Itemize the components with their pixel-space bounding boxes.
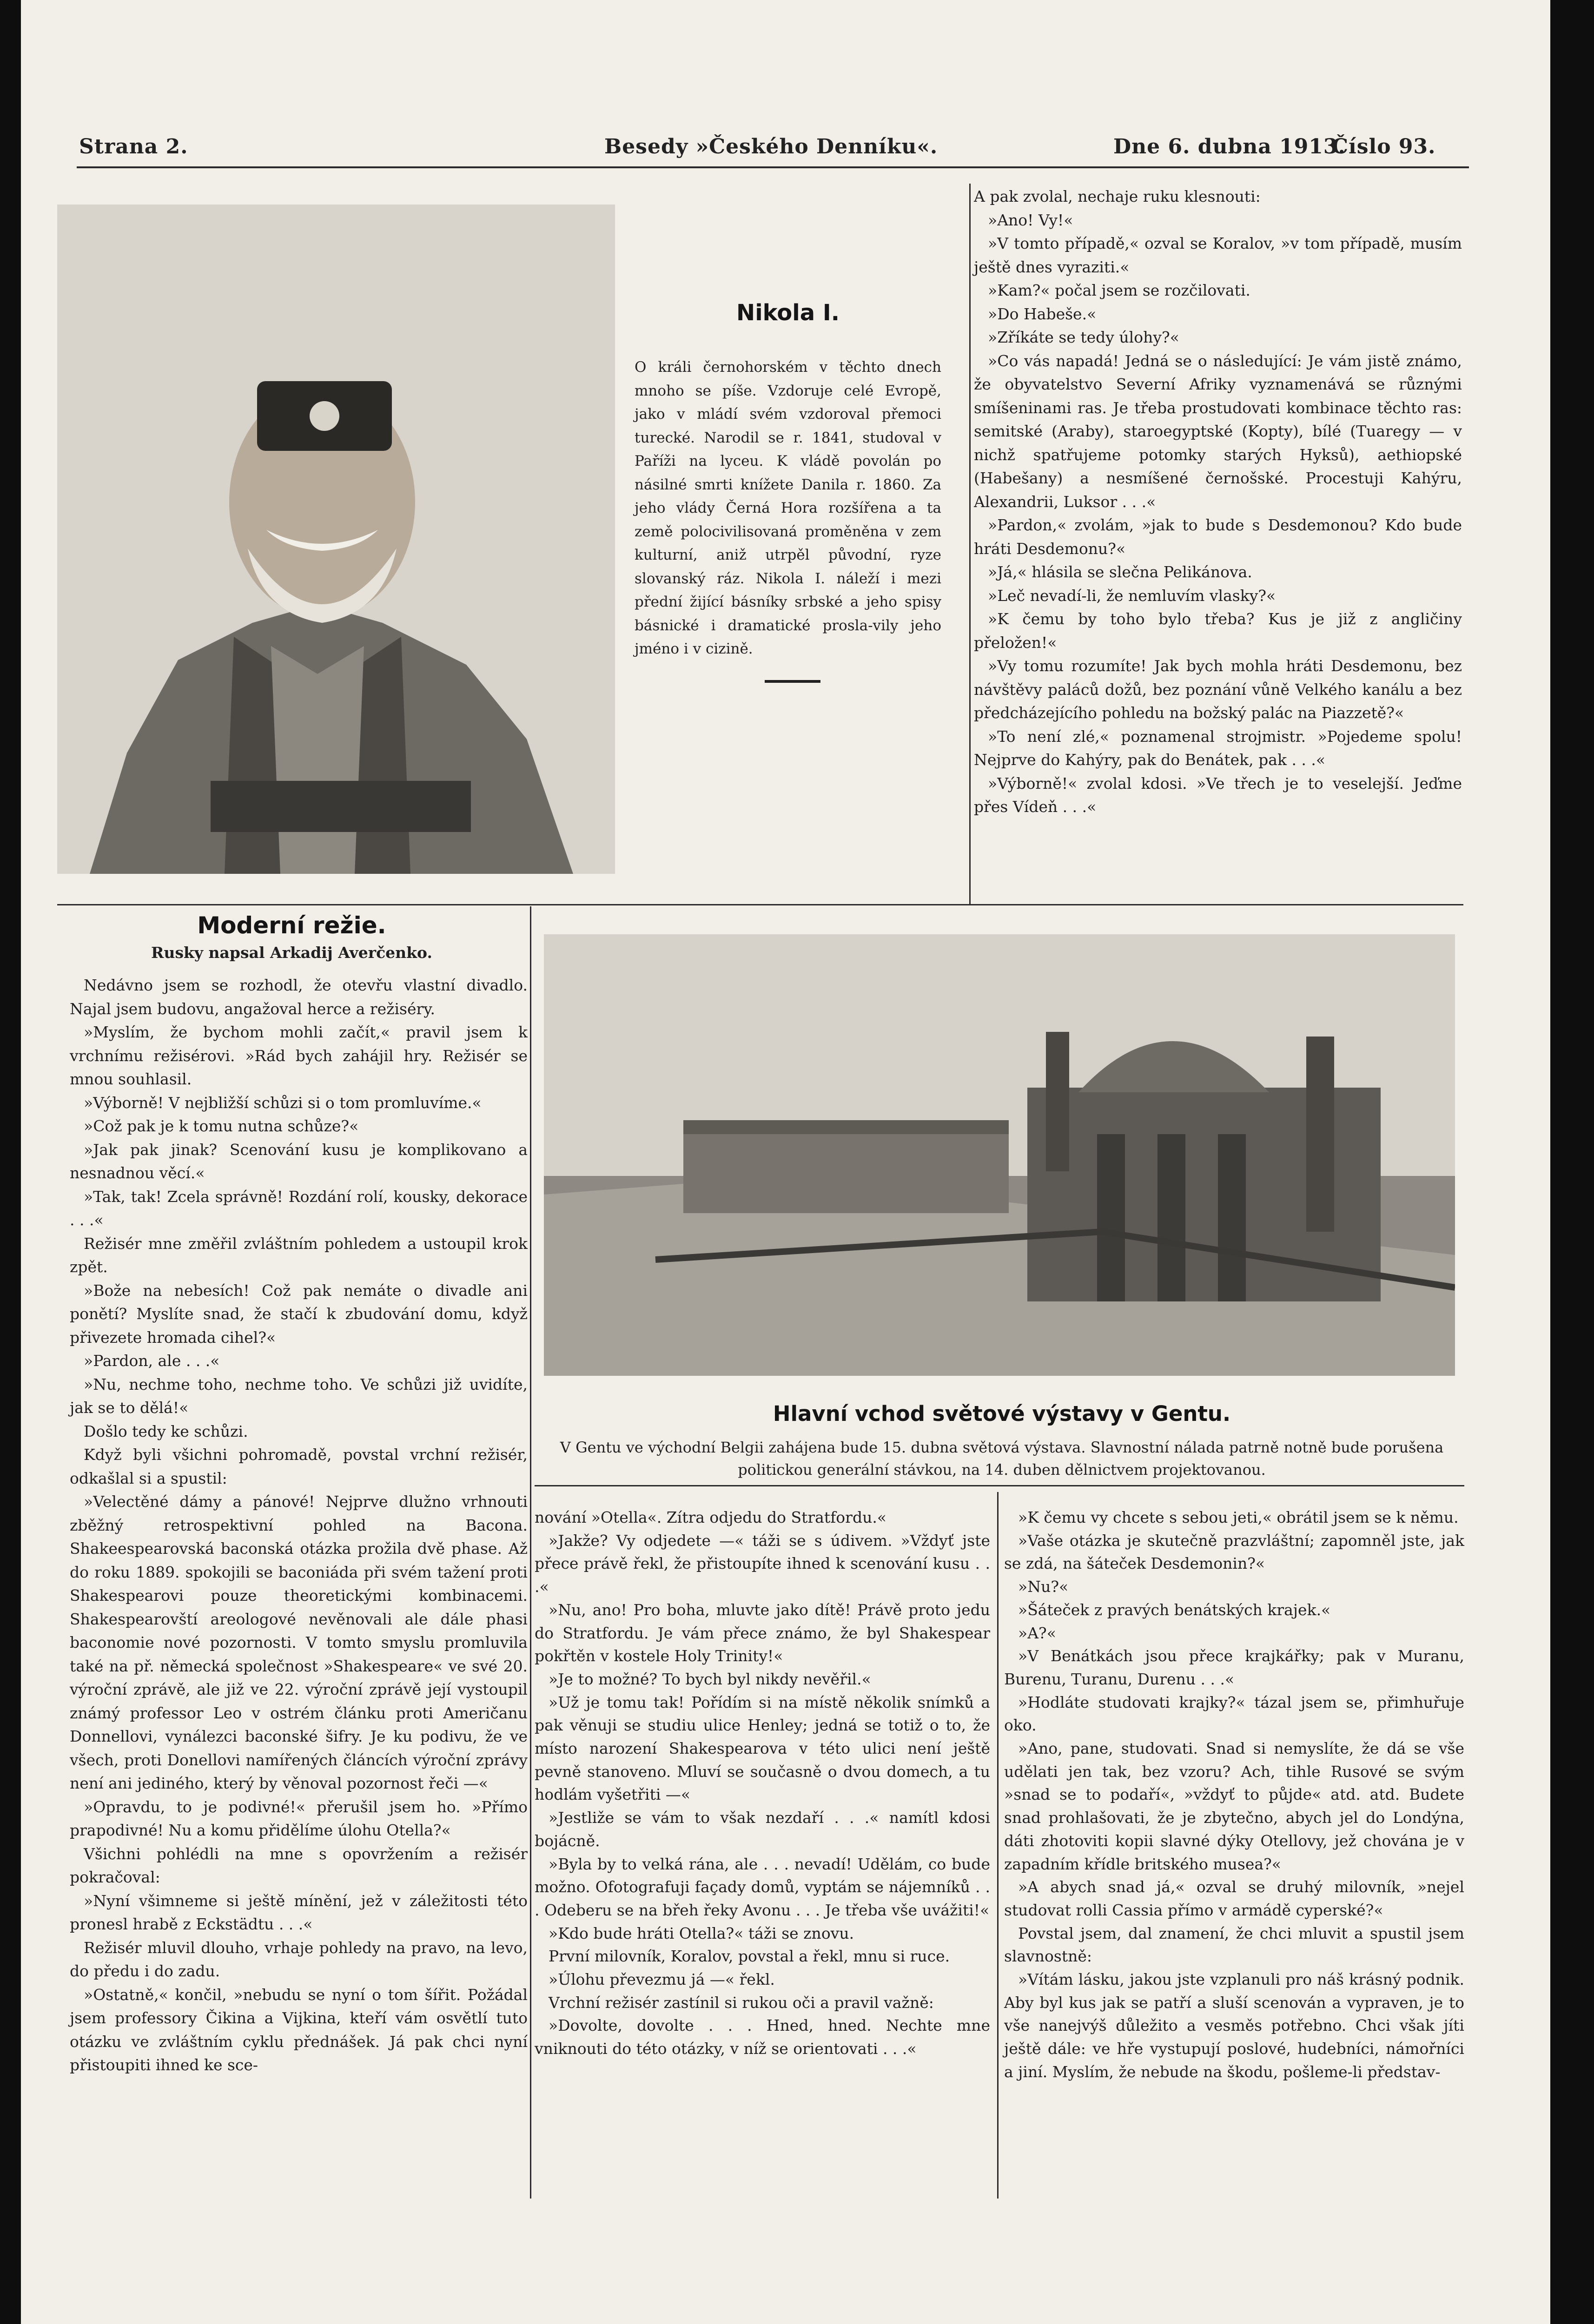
- gent-caption: V Gentu ve východní Belgii zahájena bude 15. dubna světová výstava. Slavnostní nálada patrně notně bude porušena politickou generální stávkou, na 14. duben dělnictvem projektovanou.: [560, 1439, 1444, 1479]
- section-rule: [535, 1485, 1464, 1486]
- paragraph: »Nu?«: [1018, 1578, 1069, 1596]
- nikola-text: O králi černohorském v těchto dnech mnoho se píše. Vzdoruje celé Evropě, jako v mládí svém vzdoroval přemoci turecké. Narodil se r. 1841, studoval v Paříži na lyceu. K vládě povolán po násilné smrti knížete Danila r. 1860. Za jeho vlády Černá Hora rozšířena a ta země polocivilisovaná proměněna v zem kulturní, aniž utrpěl původní, ryze slovanský ráz. Nikola I. náleží i mezi přední žijící básníky srbské a jeho spisy básnické i dramatické prosla-vily jeho jméno i v cizině.: [635, 359, 941, 657]
- exhibition-building-photo-icon: [544, 934, 1455, 1376]
- newspaper-page: [21, 0, 1550, 2324]
- issue-number: Číslo 93.: [1332, 135, 1436, 158]
- gent-title: Hlavní vchod světové výstavy v Gentu.: [773, 1401, 1231, 1426]
- paragraph: »Vy tomu rozumíte! Jak bych mohla hráti Desdemonu, bez návštěvy paláců dožů, bez poznání vůně Velkého kanálu a bez předcházejícího pohledu na božský palác na Piazzetě?«: [974, 657, 1462, 722]
- bottom-middle-column: [535, 1506, 990, 2060]
- paragraph: »Opravdu, to je podivné!« přerušil jsem ho. »Přímo prapodivné! Nu a komu přidělíme úlohu Otella?«: [70, 1797, 528, 1839]
- paragraph: »Vítám lásku, jakou jste vzplanuli pro náš krásný podnik. Aby byl kus jak se patří a sluší scenován a vypraven, je to vše nanejvýš důležito a vesměs potřebno. Chci však jíti ještě dále: ve hře vystupují poslové, hudebníci, námořníci a jiní. Myslím, že nebude na škodu, pošleme-li představ-: [1004, 1970, 1464, 2081]
- top-right-column: [974, 185, 1462, 819]
- paragraph: Režisér mne změřil zvláštním pohledem a ustoupil krok zpět.: [70, 1234, 528, 1276]
- header-rule: [77, 166, 1469, 168]
- paragraph: »Šáteček z pravých benátských krajek.«: [1018, 1600, 1331, 1619]
- paragraph: »Co vás napadá! Jedná se o následující: Je vám jistě známo, že obyvatelstvo Severní Afriky vyznamenává se různými smíšeninami ras. Je třeba prostudovati kombinace těchto ras: semitské (Araby), staroegyptské (Kopty), bílé (Tuaregy — v nichž spatřujeme potomky starých Hyksů), aethiopské (Habešany) a nesmíšené černošské. Procestuji Kahýru, Alexandrii, Luksor . . .«: [974, 351, 1462, 511]
- issue-date: Dne 6. dubna 1913.: [1113, 135, 1346, 158]
- paragraph: A pak zvolal, nechaje ruku klesnouti:: [974, 187, 1261, 205]
- modern-title: Moderní režie.: [197, 912, 386, 939]
- paragraph: »Pardon,« zvolám, »jak to bude s Desdemonou? Kdo bude hráti Desdemonu?«: [974, 516, 1462, 558]
- page-number: Strana 2.: [79, 135, 188, 158]
- paragraph: Došlo tedy ke schůzi.: [84, 1422, 248, 1440]
- paragraph: »A?«: [1018, 1624, 1056, 1642]
- paragraph: Když byli všichni pohromadě, povstal vrchní režisér, odkašlal si a spustil:: [70, 1446, 528, 1487]
- paragraph: »Já,« hlásila se slečna Pelikánova.: [988, 563, 1252, 581]
- paragraph: »Vaše otázka je skutečně prazvláštní; zapomněl jste, jak se zdá, na šáteček Desdemonin?«: [1004, 1531, 1464, 1573]
- masthead-title: Besedy »Českého Denníku«.: [604, 135, 938, 158]
- paragraph: »Jestliže se vám to však nezdaří . . .« namítl kdosi bojácně.: [535, 1809, 990, 1850]
- section-rule: [57, 904, 1463, 905]
- paragraph: »Což pak je k tomu nutna schůze?«: [84, 1117, 359, 1135]
- paragraph: Povstal jsem, dal znamení, že chci mluvit a spustil jsem slavnostně:: [1004, 1924, 1464, 1966]
- paragraph: »Bože na nebesích! Což pak nemáte o divadle ani ponětí? Myslíte snad, že stačí k zbudování domu, když přivezete hromada cihel?«: [70, 1281, 528, 1347]
- portrait-photo-icon: [57, 205, 615, 874]
- gent-photo: [544, 934, 1455, 1376]
- paragraph: »Nu, ano! Pro boha, mluvte jako dítě! Právě proto jedu do Stratfordu. Je vám přece známo, že byl Shakespear pokřtěn v kostele Holy Trinity!«: [535, 1600, 990, 1665]
- nikola-portrait: [57, 205, 615, 874]
- paragraph: První milovník, Koralov, povstal a řekl, mnu si ruce.: [549, 1947, 950, 1966]
- paragraph: »Jak pak jinak? Scenování kusu je komplikovano a nesnadnou věcí.«: [70, 1140, 528, 1182]
- paragraph: »Kdo bude hráti Otella?« táži se znovu.: [549, 1924, 854, 1942]
- paragraph: »V Benátkách jsou přece krajkářky; pak v Muranu, Burenu, Turanu, Durenu . . .«: [1004, 1647, 1464, 1688]
- paragraph: »Do Habeše.«: [988, 304, 1097, 323]
- column-rule: [969, 184, 971, 904]
- column-rule: [530, 906, 531, 2199]
- nikola-title: Nikola I.: [736, 300, 840, 326]
- paragraph: »Pardon, ale . . .«: [84, 1352, 220, 1370]
- paragraph: nování »Otella«. Zítra odjedu do Stratfordu.«: [535, 1508, 887, 1526]
- paragraph: »Výborně!« zvolal kdosi. »Ve třech je to veselejší. Jeďme přes Vídeň . . .«: [974, 774, 1462, 816]
- paragraph: Režisér mluvil dlouho, vrhaje pohledy na pravo, na levo, do předu i do zadu.: [70, 1938, 528, 1980]
- paragraph: »Jakže? Vy odjedete —« táži se s údivem. »Vždyť jste přece právě řekl, že přistoupíte ihned k scenování kusu . . .«: [535, 1531, 990, 1596]
- paragraph: »Úlohu převezmu já —« řekl.: [549, 1970, 775, 1989]
- modern-column: [70, 974, 528, 2077]
- paragraph: »Hodláte studovati krajky?« tázal jsem se, přimhuřuje oko.: [1004, 1693, 1464, 1735]
- paragraph: »K čemu by toho bylo třeba? Kus je již z angličiny přeložen!«: [974, 610, 1462, 652]
- paragraph: »Dovolte, dovolte . . . Hned, hned. Nechte mne vniknouti do této otázky, v níž se orientovati . . .«: [535, 2016, 990, 2058]
- paragraph: »Ano, pane, studovati. Snad si nemyslíte, že dá se vše udělati jen tak, bez vzoru? Ach, tihle Rusové se svým »snad se to podaří«, »vždyť to půjde« atd. atd. Budete snad prohlašovati, že je zbytečno, abych jel do Londýna, dáti zhotoviti kopii slavné dýky Otellovy, jež chována je v zapadním křídle britského musea?«: [1004, 1739, 1464, 1873]
- paragraph: »Velectěné dámy a pánové! Nejprve dlužno vrhnouti zběžný retrospektivní pohled na Bacona. Shakeespearovská baconská otázka prožila dvě phase. Až do roku 1889. spokojili se baconiáda při svém tažení proti Shakespearovi pouze theoretickými kombinacemi. Shakespearovští areologové nevěnovali ale dále phasi baconomie nové pozornosti. V tomto smyslu promluvila také na př. německá společnost »Shakespeare« ve své 20. výroční zprávě, ale již ve 22. výroční zprávě její vystoupil známý professor Leo v ostrém článku proti Američanu Donnellovi, vynálezci baconské šifry. Je ku podivu, že ve všech, proti Donellovi namířených článcích výroční zprávy není ani jediného, který by věnoval pozornost řeči —«: [70, 1492, 528, 1792]
- bottom-right-column: [1004, 1506, 1464, 2084]
- paragraph: Nedávno jsem se rozhodl, že otevřu vlastní divadlo. Najal jsem budovu, angažoval herce a režiséry.: [70, 976, 528, 1018]
- paragraph: »Leč nevadí-li, že nemluvím vlasky?«: [988, 586, 1276, 605]
- paragraph: »Výborně! V nejbližší schůzi si o tom promluvíme.«: [84, 1093, 482, 1112]
- paragraph: »Ano! Vy!«: [988, 211, 1073, 229]
- paragraph: Všichni pohlédli na mne s opovržením a režisér pokračoval:: [70, 1844, 528, 1886]
- paragraph: »Myslím, že bychom mohli začít,« pravil jsem k vrchnímu režisérovi. »Rád bych zahájil hry. Režisér se mnou souhlasil.: [70, 1023, 528, 1088]
- paragraph: »Ostatně,« končil, »nebudu se nyní o tom šířit. Požádal jsem professory Čikina a Vijkina, kteří vám osvětlí tuto otázku ve zvláštním cyklu přednášek. Já pak chci nyní přistoupiti ihned ke sce-: [70, 1985, 528, 2074]
- paragraph: »Nyní všimneme si ještě mínění, jež v záležitosti této pronesl hrabě z Eckstädtu . . .«: [70, 1891, 528, 1933]
- paragraph: »K čemu vy chcete s sebou jeti,« obrátil jsem se k němu.: [1018, 1508, 1459, 1526]
- paragraph: »Už je tomu tak! Pořídím si na místě několik snímků a pak věnuji se studiu ulice Henley; jedná se totiž o to, že místo narození Shakespearova v této ulici není ještě pevně stanoveno. Mluví se současně o dvou domech, a tu hodlám vyšetřiti —«: [535, 1693, 990, 1804]
- end-dash: [765, 680, 820, 683]
- paragraph: Vrchní režisér zastínil si rukou oči a pravil važně:: [549, 1993, 934, 2012]
- paragraph: »Nu, nechme toho, nechme toho. Ve schůzi již uvidíte, jak se to dělá!«: [70, 1375, 528, 1417]
- paragraph: »Je to možné? To bych byl nikdy nevěřil.«: [549, 1670, 871, 1688]
- paragraph: »To není zlé,« poznamenal strojmistr. »Pojedeme spolu! Nejprve do Kahýry, pak do Benátek, pak . . .«: [974, 727, 1462, 769]
- paragraph: »A abych snad já,« ozval se druhý milovník, »nejel studovat rolli Cassia přímo v armádě cyperské?«: [1004, 1878, 1464, 1919]
- modern-subtitle: Rusky napsal Arkadij Averčenko.: [151, 944, 432, 962]
- paragraph: »Byla by to velká rána, ale . . . nevadí! Udělám, co bude možno. Ofotografuji façady domů, vyptám se nájemníků . . . Odeberu se na břeh řeky Avonu . . . Je třeba vše uvážiti!«: [535, 1855, 990, 1919]
- paragraph: »Zříkáte se tedy úlohy?«: [988, 328, 1179, 346]
- paragraph: »Kam?« počal jsem se rozčilovati.: [988, 281, 1250, 299]
- paragraph: »Tak, tak! Zcela správně! Rozdání rolí, kousky, dekorace . . .«: [70, 1187, 528, 1229]
- column-rule: [997, 1492, 999, 2199]
- paragraph: »V tomto případě,« ozval se Koralov, »v tom případě, musím ještě dnes vyraziti.«: [974, 234, 1462, 276]
